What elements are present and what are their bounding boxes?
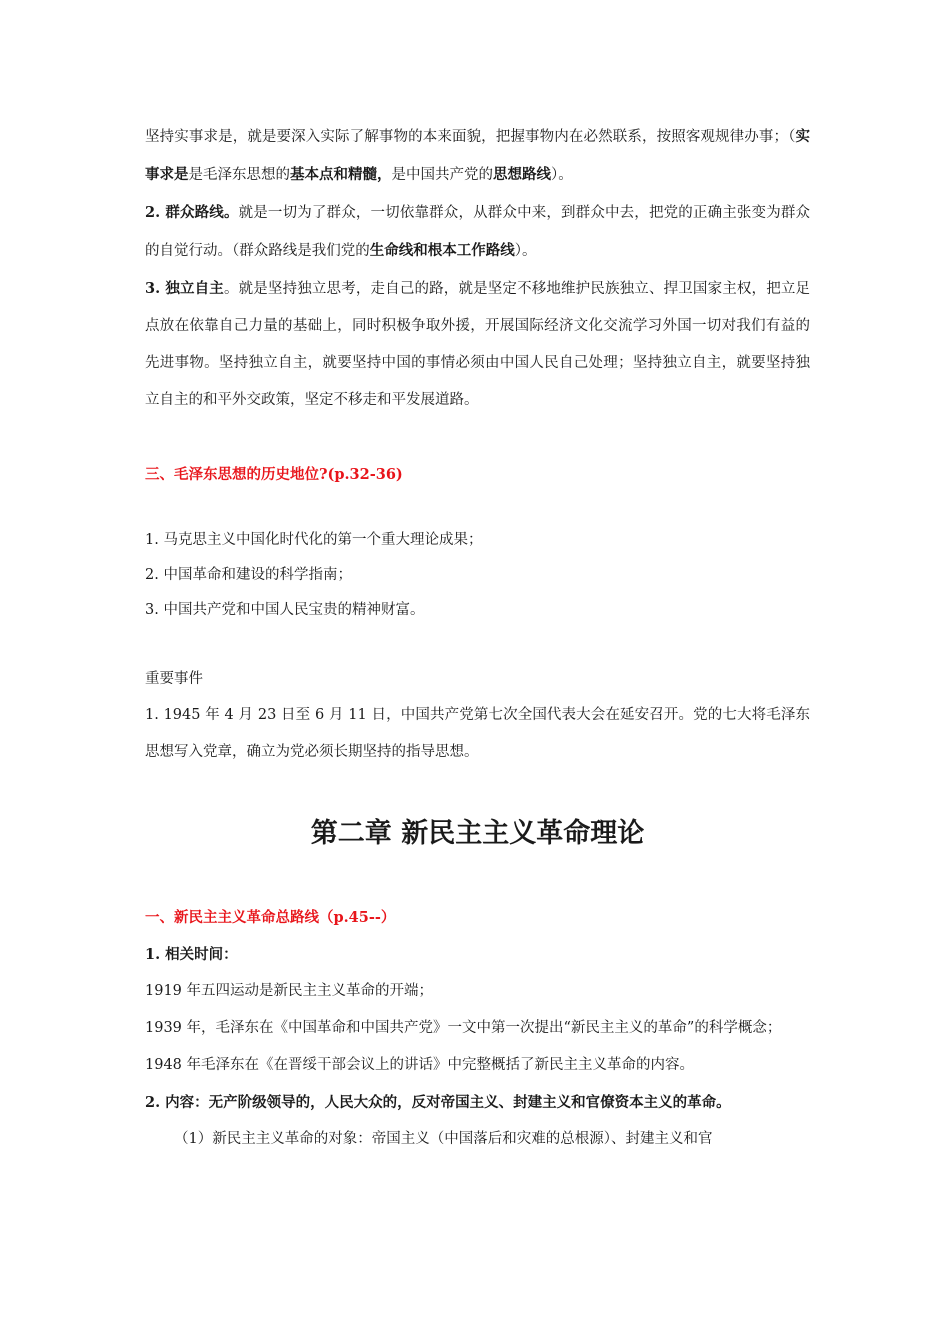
paragraph-text: 坚持实事求是，就是要深入实际了解事物的本来面貌，把握事物内在必然联系，按照客观规律办事；（ — [145, 129, 796, 145]
section-title: 一、新民主主义革命总路线（p.45--） — [145, 909, 396, 926]
bold-term: 生命线和根本工作路线 — [369, 242, 515, 259]
spacer — [145, 419, 810, 456]
list-item: 1. 马克思主义中国化时代化的第一个重大理论成果； — [145, 532, 483, 548]
bold-heading: 2. 群众路线。 — [145, 204, 239, 221]
time-item: 1948 年毛泽东在《在晋绥干部会议上的讲话》中完整概括了新民主主义革命的内容。 — [145, 1057, 695, 1073]
paragraph-seek-truth — [145, 118, 810, 194]
bold-term: 基本点和精髓， — [290, 166, 392, 183]
time-item: 1939 年，毛泽东在《中国革命和中国共产党》一文中第一次提出“新民主主义的革命”的科学概念； — [145, 1020, 782, 1036]
bold-heading: 3. 独立自主 — [145, 280, 224, 297]
paragraph-text: 。就是坚持独立思考，走自己的路，就是坚定不移地维护民族独立、捍卫国家主权，把立足点放在依靠自己力量的基础上，同时积极争取外援，开展国际经济文化交流学习外国一切对我们有益的先进事物。坚持独立自主，就要坚持中国的事情必须由中国人民自己处理；坚持独立自主，就要坚持独立自主的和平外交政策，坚定不移走和平发展道路。 — [145, 281, 811, 408]
paragraph-text: 就是一切为了群众，一切依靠群众，从群众中来，到群众中去，把党的正确主张变为群众的自觉行动。（群众路线是我们党的 — [145, 205, 811, 259]
paragraph-text: 是中国共产党的 — [391, 167, 493, 183]
paragraph-text: 是毛泽东思想的 — [188, 167, 290, 183]
bold-term: 实事求是 — [145, 128, 810, 183]
chapter-title: 第二章 新民主主义革命理论 — [310, 818, 645, 849]
bold-term: 思想路线 — [493, 166, 551, 183]
spacer — [145, 628, 810, 662]
paragraph-independence — [145, 270, 810, 419]
paragraph-text: ）。 — [551, 167, 573, 183]
spacer — [145, 771, 810, 811]
list-item: 3. 中国共产党和中国人民宝贵的精神财富。 — [145, 602, 425, 618]
section-title: 三、毛泽东思想的历史地位?(p.32-36) — [145, 466, 403, 483]
paragraph-text: ）。 — [514, 243, 537, 259]
events-title: 重要事件 — [145, 671, 203, 687]
subsection-title: 1. 相关时间： — [145, 946, 238, 963]
spacer — [145, 857, 810, 899]
spacer — [145, 493, 810, 523]
document-page — [145, 118, 810, 1158]
time-item: 1919 年五四运动是新民主主义革命的开端； — [145, 983, 434, 999]
content-line: 2. 内容：无产阶级领导的，人民大众的，反对帝国主义、封建主义和官僚资本主义的革命。 — [145, 1094, 731, 1111]
paragraph-mass-line — [145, 194, 810, 270]
event-item: 1. 1945 年 4 月 23 日至 6 月 11 日，中国共产党第七次全国代表大会在延安召开。党的七大将毛泽东思想写入党章，确立为党必须长期坚持的指导思想。 — [145, 707, 810, 760]
sub-item: （1）新民主主义革命的对象：帝国主义（中国落后和灾难的总根源）、封建主义和官 — [174, 1131, 713, 1147]
list-item: 2. 中国革命和建设的科学指南； — [145, 567, 352, 583]
